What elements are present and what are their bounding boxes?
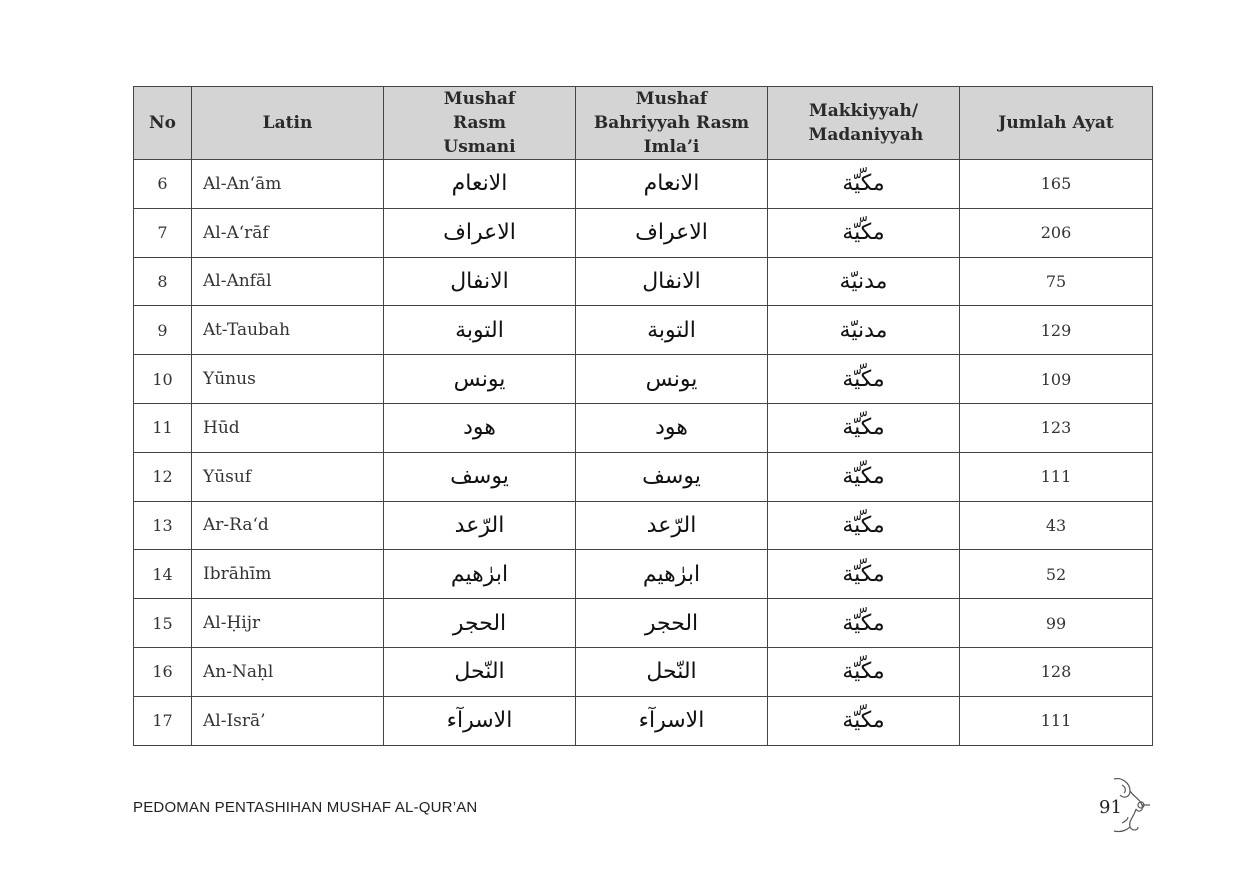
cell-no: 8 [134, 257, 192, 306]
cell-mushaf-bahriyyah: الحجر [576, 599, 768, 648]
cell-mushaf-rasm-usmani: الحجر [384, 599, 576, 648]
header-mushaf-rasm-usmani: Mushaf Rasm Usmani [384, 87, 576, 160]
cell-jumlah-ayat: 123 [960, 403, 1153, 452]
table-row [134, 696, 1153, 745]
cell-latin: Hūd [192, 403, 384, 452]
cell-jumlah-ayat: 165 [960, 160, 1153, 209]
cell-latin: Al-A‘rāf [192, 208, 384, 257]
table-row [134, 355, 1153, 404]
cell-makkiyyah-madaniyyah: مكّيّة [768, 355, 960, 404]
cell-makkiyyah-madaniyyah: مكّيّة [768, 550, 960, 599]
cell-jumlah-ayat: 111 [960, 452, 1153, 501]
cell-latin: Al-Isrā’ [192, 696, 384, 745]
cell-mushaf-rasm-usmani: الانفال [384, 257, 576, 306]
cell-mushaf-rasm-usmani: يوسف [384, 452, 576, 501]
cell-mushaf-rasm-usmani: الرّعد [384, 501, 576, 550]
table-row [134, 208, 1153, 257]
header-no: No [134, 87, 192, 160]
cell-no: 16 [134, 647, 192, 696]
table-row [134, 160, 1153, 209]
table-row [134, 647, 1153, 696]
cell-makkiyyah-madaniyyah: مكّيّة [768, 403, 960, 452]
table-row [134, 452, 1153, 501]
cell-no: 6 [134, 160, 192, 209]
header-mushaf-bahriyyah: Mushaf Bahriyyah Rasm Imla’i [576, 87, 768, 160]
cell-mushaf-bahriyyah: يوسف [576, 452, 768, 501]
header-makkiyyah-madaniyyah: Makkiyyah/ Madaniyyah [768, 87, 960, 160]
surah-table [133, 86, 1153, 746]
page-number: 91 [1099, 797, 1122, 818]
cell-jumlah-ayat: 43 [960, 501, 1153, 550]
cell-mushaf-bahriyyah: النّحل [576, 647, 768, 696]
cell-mushaf-rasm-usmani: التوبة [384, 306, 576, 355]
cell-mushaf-rasm-usmani: الانعام [384, 160, 576, 209]
cell-latin: Ar-Ra‘d [192, 501, 384, 550]
cell-mushaf-rasm-usmani: يونس [384, 355, 576, 404]
cell-latin: An-Naḥl [192, 647, 384, 696]
cell-mushaf-rasm-usmani: النّحل [384, 647, 576, 696]
cell-jumlah-ayat: 99 [960, 599, 1153, 648]
cell-makkiyyah-madaniyyah: مكّيّة [768, 208, 960, 257]
cell-jumlah-ayat: 128 [960, 647, 1153, 696]
table-row [134, 257, 1153, 306]
cell-mushaf-bahriyyah: هود [576, 403, 768, 452]
cell-latin: Al-Anfāl [192, 257, 384, 306]
cell-jumlah-ayat: 206 [960, 208, 1153, 257]
cell-no: 9 [134, 306, 192, 355]
cell-jumlah-ayat: 109 [960, 355, 1153, 404]
cell-mushaf-bahriyyah: التوبة [576, 306, 768, 355]
cell-no: 7 [134, 208, 192, 257]
cell-mushaf-bahriyyah: الانعام [576, 160, 768, 209]
cell-jumlah-ayat: 111 [960, 696, 1153, 745]
cell-makkiyyah-madaniyyah: مكّيّة [768, 647, 960, 696]
table-row [134, 403, 1153, 452]
table-row [134, 550, 1153, 599]
table-row [134, 599, 1153, 648]
cell-no: 11 [134, 403, 192, 452]
cell-mushaf-rasm-usmani: ابرٰهيم [384, 550, 576, 599]
floral-corner-ornament-icon [1108, 775, 1152, 835]
table-row [134, 501, 1153, 550]
cell-mushaf-bahriyyah: يونس [576, 355, 768, 404]
cell-latin: Al-Ḥijr [192, 599, 384, 648]
cell-mushaf-bahriyyah: الاسرآء [576, 696, 768, 745]
cell-latin: Yūnus [192, 355, 384, 404]
cell-no: 12 [134, 452, 192, 501]
cell-no: 13 [134, 501, 192, 550]
cell-mushaf-bahriyyah: الرّعد [576, 501, 768, 550]
cell-mushaf-rasm-usmani: هود [384, 403, 576, 452]
cell-jumlah-ayat: 129 [960, 306, 1153, 355]
cell-no: 14 [134, 550, 192, 599]
cell-no: 10 [134, 355, 192, 404]
cell-mushaf-bahriyyah: ابرٰهيم [576, 550, 768, 599]
cell-no: 15 [134, 599, 192, 648]
cell-makkiyyah-madaniyyah: مكّيّة [768, 452, 960, 501]
cell-latin: Yūsuf [192, 452, 384, 501]
cell-no: 17 [134, 696, 192, 745]
table-body [134, 160, 1153, 746]
cell-mushaf-bahriyyah: الانفال [576, 257, 768, 306]
cell-jumlah-ayat: 75 [960, 257, 1153, 306]
header-latin: Latin [192, 87, 384, 160]
header-jumlah-ayat: Jumlah Ayat [960, 87, 1153, 160]
cell-latin: Al-An‘ām [192, 160, 384, 209]
cell-mushaf-bahriyyah: الاعراف [576, 208, 768, 257]
cell-makkiyyah-madaniyyah: مكّيّة [768, 160, 960, 209]
cell-mushaf-rasm-usmani: الاسرآء [384, 696, 576, 745]
cell-jumlah-ayat: 52 [960, 550, 1153, 599]
cell-makkiyyah-madaniyyah: مدنيّة [768, 257, 960, 306]
table-row [134, 306, 1153, 355]
cell-latin: At-Taubah [192, 306, 384, 355]
cell-makkiyyah-madaniyyah: مكّيّة [768, 501, 960, 550]
cell-latin: Ibrāhīm [192, 550, 384, 599]
cell-makkiyyah-madaniyyah: مكّيّة [768, 696, 960, 745]
cell-mushaf-rasm-usmani: الاعراف [384, 208, 576, 257]
cell-makkiyyah-madaniyyah: مدنيّة [768, 306, 960, 355]
footer-title: PEDOMAN PENTASHIHAN MUSHAF AL-QUR’AN [133, 799, 478, 816]
cell-makkiyyah-madaniyyah: مكّيّة [768, 599, 960, 648]
table-header-row [134, 87, 1153, 160]
